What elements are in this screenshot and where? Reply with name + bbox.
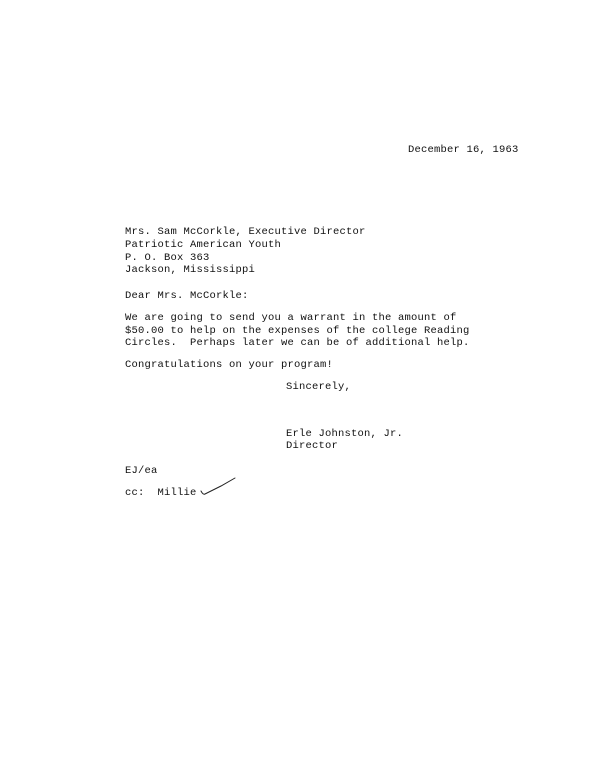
signer-title: Director <box>286 440 339 452</box>
recipient-po-box: P. O. Box 363 <box>125 252 210 264</box>
letter-date: December 16, 1963 <box>408 144 519 156</box>
body-line-1: We are going to send you a warrant in the amount of <box>125 312 457 324</box>
body-line-3: Circles. Perhaps later we can be of additional help. <box>125 337 470 349</box>
typist-initials: EJ/ea <box>125 465 158 477</box>
signer-name: Erle Johnston, Jr. <box>286 428 404 440</box>
carbon-copy-line: cc: Millie <box>125 487 197 499</box>
salutation: Dear Mrs. McCorkle: <box>125 290 249 302</box>
body-line-2: $50.00 to help on the expenses of the college Reading <box>125 325 470 337</box>
recipient-name-line: Mrs. Sam McCorkle, Executive Director <box>125 226 366 238</box>
recipient-organization: Patriotic American Youth <box>125 239 282 251</box>
closing: Sincerely, <box>286 381 352 393</box>
recipient-city-state: Jackson, Mississippi <box>125 264 256 276</box>
congratulations-line: Congratulations on your program! <box>125 359 334 371</box>
checkmark-icon <box>199 476 239 500</box>
